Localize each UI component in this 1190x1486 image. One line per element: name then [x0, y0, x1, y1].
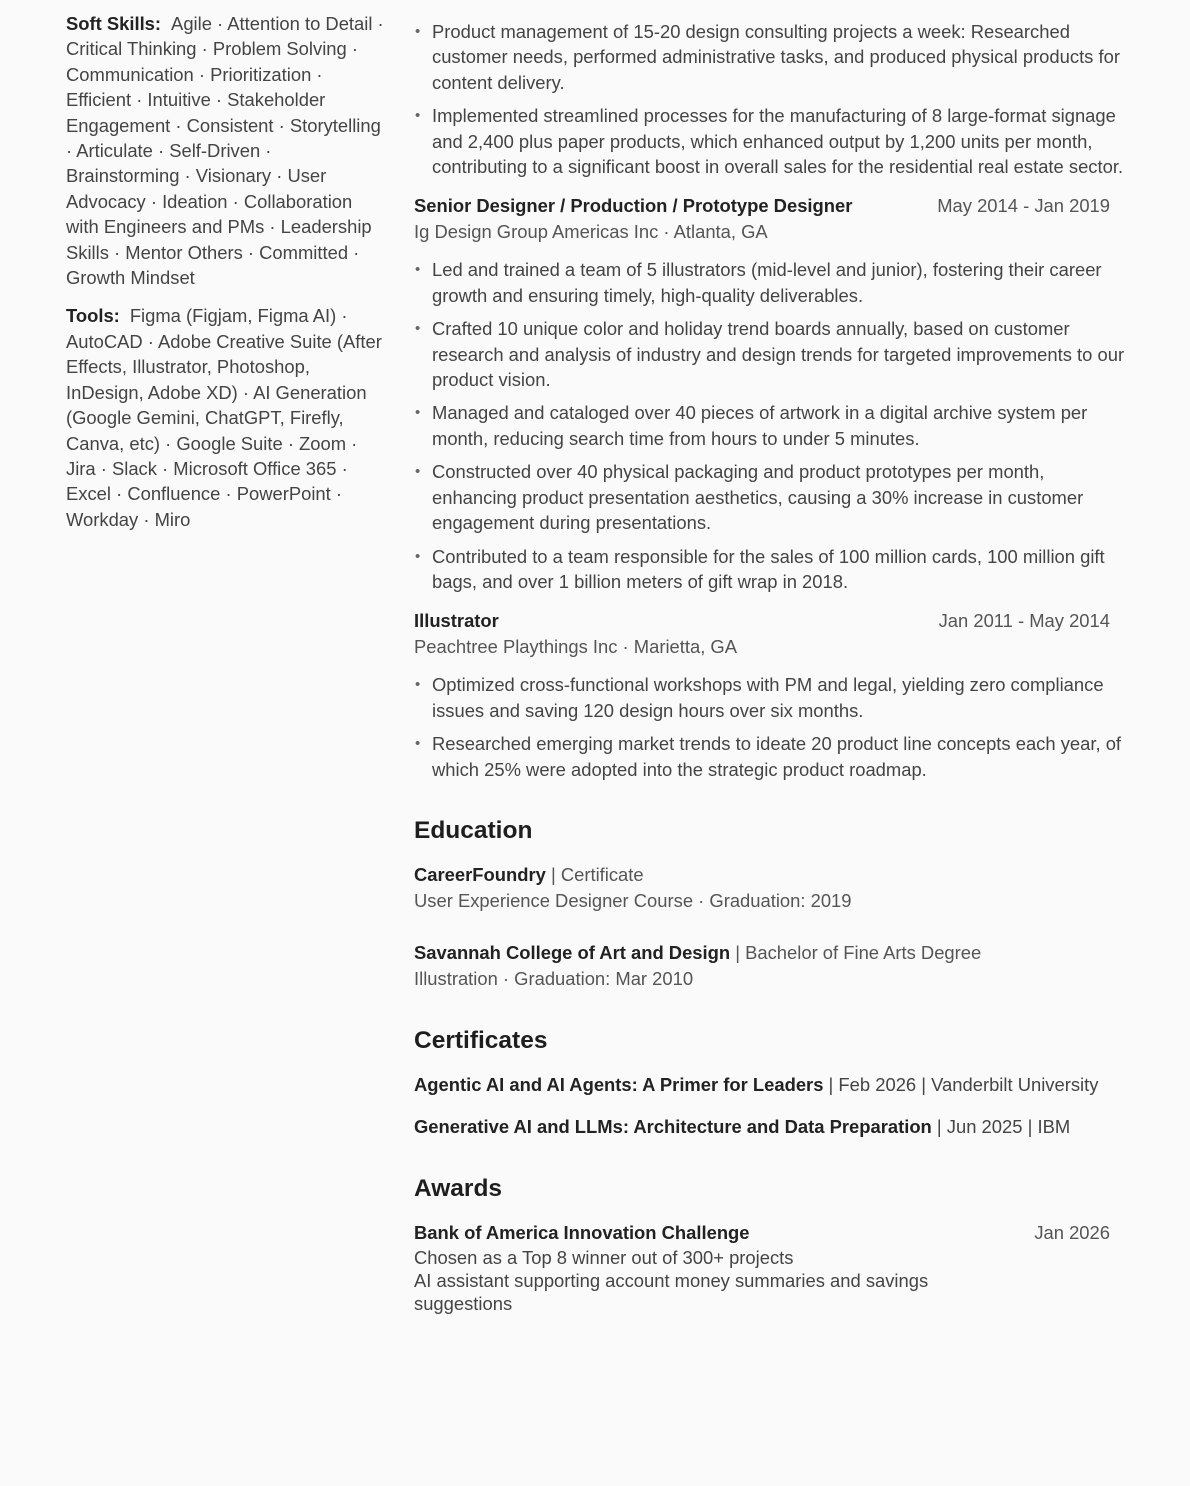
job-bullets	[414, 257, 1130, 594]
job-dates: May 2014 - Jan 2019	[937, 195, 1110, 217]
certificate-meta: | Jun 2025 | IBM	[931, 1115, 1071, 1137]
award-name: Bank of America Innovation Challenge	[414, 1221, 750, 1243]
tools-label: Tools:	[66, 305, 120, 327]
education-line	[414, 940, 1130, 966]
bullet-icon: •	[415, 735, 421, 753]
bullet-text: Crafted 10 unique color and holiday trend boards annually, based on customer research and analysis of industry and design trends for targeted improvements to our product vision.	[432, 318, 1125, 391]
education-detail: User Experience Designer Course · Graduation: 2019	[414, 889, 852, 911]
soft-skills-label: Soft Skills:	[66, 13, 162, 34]
bullet-item	[414, 731, 1130, 782]
bullet-icon: •	[415, 404, 421, 422]
job-entry	[414, 608, 1130, 782]
bullet-text: Optimized cross-functional workshops with PM and legal, yielding zero compliance issues and saving 120 design hours over six months.	[432, 674, 1104, 721]
bullet-item	[414, 103, 1130, 179]
certificate-name: Generative AI and LLMs: Architecture and Data Preparation	[414, 1115, 932, 1137]
school-name: Savannah College of Art and Design	[414, 941, 731, 963]
bullet-icon: •	[415, 261, 421, 279]
soft-skills-block	[66, 11, 384, 290]
tools-block	[66, 303, 384, 532]
previous-job-bullets	[414, 19, 1130, 179]
award-header	[414, 1220, 1110, 1246]
award-date: Jan 2026	[1034, 1221, 1110, 1243]
bullet-item	[414, 459, 1130, 535]
main-column	[414, 19, 1130, 1315]
job-company: Peachtree Playthings Inc · Marietta, GA	[414, 636, 738, 658]
job-entry	[414, 193, 1130, 594]
credential: | Bachelor of Fine Arts Degree	[730, 941, 982, 963]
education-detail: Illustration · Graduation: Mar 2010	[414, 967, 694, 989]
certificate-entry	[414, 1114, 1130, 1140]
certificate-entry	[414, 1072, 1130, 1098]
bullet-item	[414, 257, 1130, 308]
bullet-text: Managed and cataloged over 40 pieces of artwork in a digital archive system per month, reducing search time from hours to under 5 minutes.	[432, 402, 1088, 449]
bullet-item	[414, 316, 1130, 392]
bullet-icon: •	[415, 676, 421, 694]
job-title: Illustrator	[414, 610, 499, 632]
credential: | Certificate	[545, 863, 644, 885]
education-line	[414, 862, 1130, 888]
bullet-text: Constructed over 40 physical packaging and product prototypes per month, enhancing product presentation aesthetics, causing a 30% increase in customer engagement during presentations.	[432, 461, 1084, 534]
bullet-icon: •	[415, 23, 421, 40]
job-header	[414, 193, 1110, 219]
bullet-text: Researched emerging market trends to ideate 20 product line concepts each year, of which 25% were adopted into the strategic product roadmap.	[432, 733, 1122, 780]
job-bullets	[414, 672, 1130, 782]
bullet-text: Led and trained a team of 5 illustrators (mid-level and junior), fostering their career growth and ensuring timely, high-quality deliverables.	[432, 259, 1102, 306]
awards-heading: Awards	[414, 1174, 503, 1202]
tools-list: Figma (Figjam, Figma AI) · AutoCAD · Adobe Creative Suite (After Effects, Illustrator, Photoshop, InDesign, Adobe XD) · AI Generation (Google Gemini, ChatGPT, Firefly, Canva, etc) · Google Suite · Zoom · Jira · Slack · Microsoft Office 365 · Excel · Confluence · PowerPoint · Workday · Miro	[66, 305, 382, 530]
bullet-icon: •	[415, 320, 421, 338]
education-entry	[414, 862, 1130, 914]
bullet-text: Product management of 15-20 design consulting projects a week: Researched customer needs, performed administrative tasks, and produced physical products for content delivery.	[432, 21, 1120, 93]
bullet-icon: •	[415, 547, 421, 565]
bullet-item	[414, 19, 1130, 95]
bullet-text: Implemented streamlined processes for the manufacturing of 8 large-format signage and 2,400 plus paper products, which enhanced output by 1,200 units per month, contributing to a significant boost in overall sales for the residential real estate sector.	[432, 105, 1124, 178]
soft-skills-list: Agile · Attention to Detail · Critical Thinking · Problem Solving · Communication · Prioritization · Efficient · Intuitive · Stakeholder Engagement · Consistent · Storytelling · Articulate · Self-Driven · Brainstorming · Visionary · User Advocacy · Ideation · Collaboration with Engineers and PMs · Leadership Skills · Mentor Others · Committed · Growth Mindset	[66, 13, 384, 289]
bullet-item	[414, 400, 1130, 451]
award-description: Chosen as a Top 8 winner out of 300+ projects	[414, 1246, 794, 1268]
bullet-item	[414, 672, 1130, 723]
bullet-text: Contributed to a team responsible for the sales of 100 million cards, 100 million gift bags, and over 1 billion meters of gift wrap in 2018.	[432, 545, 1105, 592]
school-name: CareerFoundry	[414, 863, 546, 885]
certificate-meta: | Feb 2026 | Vanderbilt University	[823, 1073, 1099, 1095]
education-heading: Education	[414, 816, 533, 844]
job-dates: Jan 2011 - May 2014	[938, 610, 1110, 632]
education-entry	[414, 940, 1130, 992]
bullet-item	[414, 544, 1130, 595]
job-company: Ig Design Group Americas Inc · Atlanta, GA	[414, 221, 768, 243]
award-description: AI assistant supporting account money summaries and savings suggestions	[414, 1269, 929, 1314]
bullet-icon: •	[415, 463, 421, 481]
sidebar	[66, 11, 384, 545]
job-title: Senior Designer / Production / Prototype Designer	[414, 195, 853, 217]
bullet-icon: •	[415, 107, 421, 125]
job-header	[414, 608, 1110, 634]
certificates-heading: Certificates	[414, 1026, 548, 1054]
certificate-name: Agentic AI and AI Agents: A Primer for Leaders	[414, 1073, 824, 1095]
